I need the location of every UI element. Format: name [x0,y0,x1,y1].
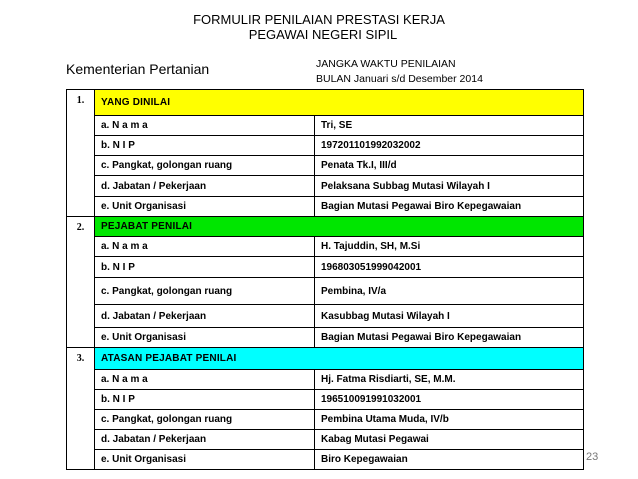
row-value: 197201101992032002 [315,136,584,156]
section-number: 2. [67,217,95,348]
row-label: a. N a m a [95,370,315,390]
assessment-period [316,57,483,87]
row-label: b. N I P [95,257,315,278]
row-label: c. Pangkat, golongan ruang [95,278,315,305]
row-label: e. Unit Organisasi [95,450,315,470]
table-row [67,176,584,197]
row-value: 196510091991032001 [315,390,584,410]
row-value: Hj. Fatma Risdiarti, SE, M.M. [315,370,584,390]
period-range: BULAN Januari s/d Desember 2014 [316,73,483,85]
row-value: Pembina Utama Muda, IV/b [315,410,584,430]
row-label: e. Unit Organisasi [95,328,315,348]
table-row [67,237,584,257]
section-heading: ATASAN PEJABAT PENILAI [95,348,584,370]
row-label: d. Jabatan / Pekerjaan [95,430,315,450]
section-header-row [67,217,584,237]
table-row [67,328,584,348]
row-label: c. Pangkat, golongan ruang [95,410,315,430]
row-value: H. Tajuddin, SH, M.Si [315,237,584,257]
section-heading: PEJABAT PENILAI [95,217,584,237]
table-row [67,410,584,430]
table-row [67,136,584,156]
page-number: 23 [586,451,599,463]
row-value: Bagian Mutasi Pegawai Biro Kepegawaian [315,197,584,217]
table-row [67,257,584,278]
row-label: b. N I P [95,136,315,156]
table-row [67,430,584,450]
row-value: Penata Tk.I, III/d [315,156,584,176]
form-title: FORMULIR PENILAIAN PRESTASI KERJA [193,12,445,27]
table-row [67,390,584,410]
row-value: Bagian Mutasi Pegawai Biro Kepegawaian [315,328,584,348]
row-label: b. N I P [95,390,315,410]
ministry-name: Kementerian Pertanian [66,61,210,77]
table-row [67,197,584,217]
row-value: 196803051999042001 [315,257,584,278]
assessment-form-table [66,89,584,470]
section-header-row [67,90,584,116]
row-label: e. Unit Organisasi [95,197,315,217]
table-row [67,116,584,136]
section-header-row [67,348,584,370]
row-value: Kabag Mutasi Pegawai [315,430,584,450]
row-label: d. Jabatan / Pekerjaan [95,176,315,197]
row-value: Kasubbag Mutasi Wilayah I [315,305,584,328]
table-row [67,305,584,328]
row-label: c. Pangkat, golongan ruang [95,156,315,176]
row-value: Biro Kepegawaian [315,450,584,470]
table-row [67,370,584,390]
table-row [67,278,584,305]
form-subtitle: PEGAWAI NEGERI SIPIL [248,27,398,42]
row-value: Pelaksana Subbag Mutasi Wilayah I [315,176,584,197]
row-label: d. Jabatan / Pekerjaan [95,305,315,328]
section-heading: YANG DINILAI [95,90,584,116]
row-label: a. N a m a [95,237,315,257]
row-value: Tri, SE [315,116,584,136]
section-number: 1. [67,90,95,217]
row-value: Pembina, IV/a [315,278,584,305]
table-row [67,450,584,470]
row-label: a. N a m a [95,116,315,136]
table-row [67,156,584,176]
section-number: 3. [67,348,95,470]
period-label: JANGKA WAKTU PENILAIAN [316,58,456,70]
